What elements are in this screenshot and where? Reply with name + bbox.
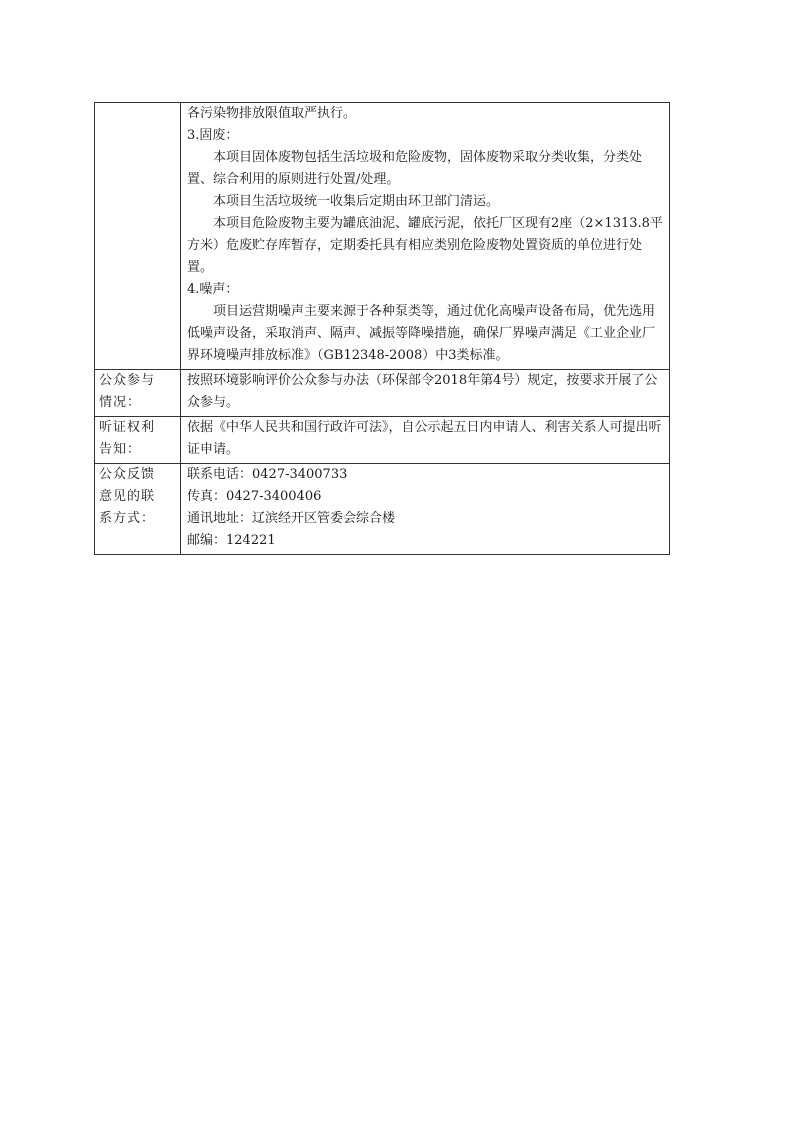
paragraph: 按照环境影响评价公众参与办法（环保部令2018年第4号）规定，按要求开展了公众参与。 — [187, 373, 658, 410]
row-content-hearing-rights — [181, 417, 670, 464]
contact-address: 通讯地址：辽滨经开区管委会综合楼 — [187, 511, 396, 526]
section-heading-noise: 4.噪声： — [187, 282, 239, 297]
info-table — [94, 102, 670, 555]
table-row-hearing-rights — [95, 417, 670, 464]
row-label-empty — [95, 103, 181, 370]
row-content-pollution — [181, 103, 670, 370]
paragraph: 依据《中华人民共和国行政许可法》，自公示起五日内申请人、利害关系人可提出听证申请。 — [187, 420, 662, 457]
section-heading-solid-waste: 3.固废： — [187, 128, 239, 143]
paragraph: 本项目危险废物主要为罐底油泥、罐底污泥，依托厂区现有2座（2×1313.8平方米）危废贮存库暂存，定期委托具有相应类别危险废物处置资质的单位进行处置。 — [187, 216, 663, 275]
table-row-pollution-measures — [95, 103, 670, 370]
row-label-public-participation: 公众参与 情况： — [95, 370, 181, 417]
contact-postcode: 邮编：124221 — [187, 533, 276, 548]
paragraph: 项目运营期噪声主要来源于各种泵类等，通过优化高噪声设备布局，优先选用低噪声设备，采取消声、隔声、减振等降噪措施，确保厂界噪声满足《工业企业厂界环境噪声排放标准》（GB12348-2008）中3类标准。 — [187, 304, 656, 363]
table-row-public-participation — [95, 370, 670, 417]
table-row-contact — [95, 464, 670, 555]
row-label-hearing-rights: 听证权利 告知： — [95, 417, 181, 464]
contact-phone: 联系电话：0427-3400733 — [187, 467, 348, 482]
paragraph: 本项目固体废物包括生活垃圾和危险废物，固体废物采取分类收集，分类处置、综合利用的原则进行处置/处理。 — [187, 150, 643, 187]
paragraph: 本项目生活垃圾统一收集后定期由环卫部门清运。 — [213, 194, 500, 209]
contact-fax: 传真：0427-3400406 — [187, 489, 322, 504]
row-label-contact: 公众反馈 意见的联 系方式： — [95, 464, 181, 555]
row-content-public-participation — [181, 370, 670, 417]
paragraph: 各污染物排放限值取严执行。 — [187, 106, 357, 121]
row-content-contact — [181, 464, 670, 555]
